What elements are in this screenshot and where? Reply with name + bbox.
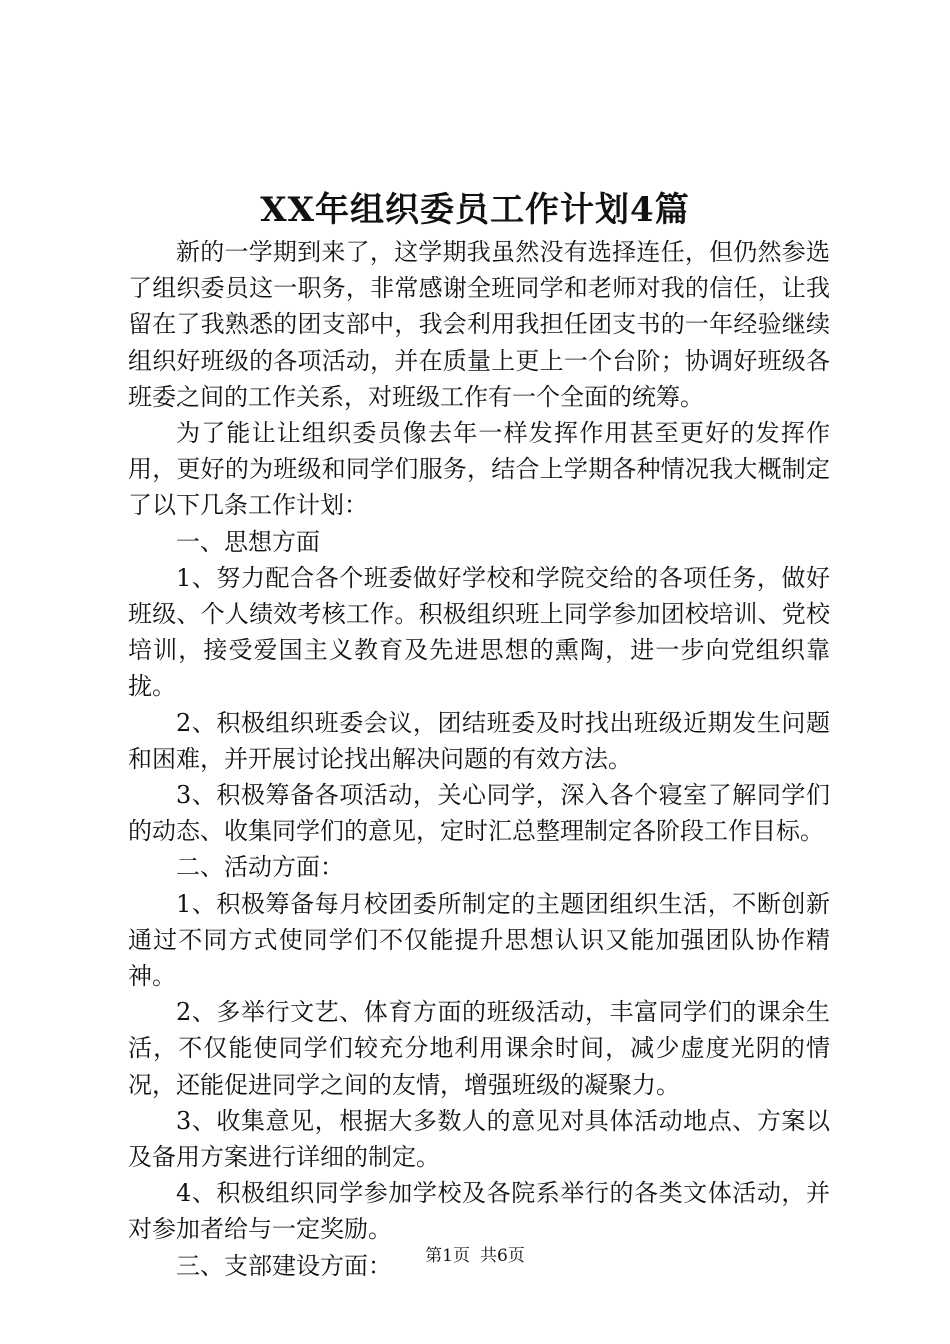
- paragraph-thought-item-2: 2、积极组织班委会议，团结班委及时找出班级近期发生问题和困难，并开展讨论找出解决问题的有效方法。: [128, 708, 830, 773]
- paragraph-intro: 新的一学期到来了，这学期我虽然没有选择连任，但仍然参选了组织委员这一职务，非常感谢全班同学和老师对我的信任，让我留在了我熟悉的团支部中，我会利用我担任团支书的一年经验继续组织好班级的各项活动，并在质量上更上一个台阶；协调好班级各班委之间的工作关系，对班级工作有一个全面的统筹。: [128, 238, 830, 411]
- paragraph-activity-item-4: 4、积极组织同学参加学校及各院系举行的各类文体活动，并对参加者给与一定奖励。: [128, 1179, 830, 1244]
- paragraph-thought-item-3: 3、积极筹备各项活动，关心同学，深入各个寝室了解同学们的动态、收集同学们的意见，定时汇总整理制定各阶段工作目标。: [128, 781, 830, 846]
- page-footer: [0, 1244, 950, 1268]
- paragraph-plan-intro: 为了能让让组织委员像去年一样发挥作用甚至更好的发挥作用，更好的为班级和同学们服务，结合上学期各种情况我大概制定了以下几条工作计划：: [128, 419, 830, 520]
- page-total: 共6页: [480, 1246, 525, 1266]
- paragraph-activity-item-3: 3、收集意见，根据大多数人的意见对具体活动地点、方案以及备用方案进行详细的制定。: [128, 1106, 830, 1172]
- document-title: XX年组织委员工作计划4篇: [260, 190, 690, 230]
- document-body: [128, 234, 830, 1284]
- section-heading-branch: 三、支部建设方面：: [176, 1251, 392, 1280]
- paragraph-activity-item-1: 1、积极筹备每月校团委所制定的主题团组织生活，不断创新通过不同方式使同学们不仅能提升思想认识又能加强团队协作精神。: [128, 889, 830, 991]
- section-heading-thought: 一、思想方面: [176, 527, 320, 556]
- section-heading-activity: 二、活动方面：: [176, 853, 344, 882]
- paragraph-thought-item-1: 1、努力配合各个班委做好学校和学院交给的各项任务，做好班级、个人绩效考核工作。积极组织班上同学参加团校培训、党校培训，接受爱国主义教育及先进思想的熏陶，进一步向党组织靠拢。: [128, 563, 830, 701]
- paragraph-activity-item-2: 2、多举行文艺、体育方面的班级活动，丰富同学们的课余生活，不仅能使同学们较充分地利用课余时间，减少虚度光阴的情况，还能促进同学之间的友情，增强班级的凝聚力。: [128, 998, 830, 1099]
- page-number: 第1页: [425, 1246, 470, 1266]
